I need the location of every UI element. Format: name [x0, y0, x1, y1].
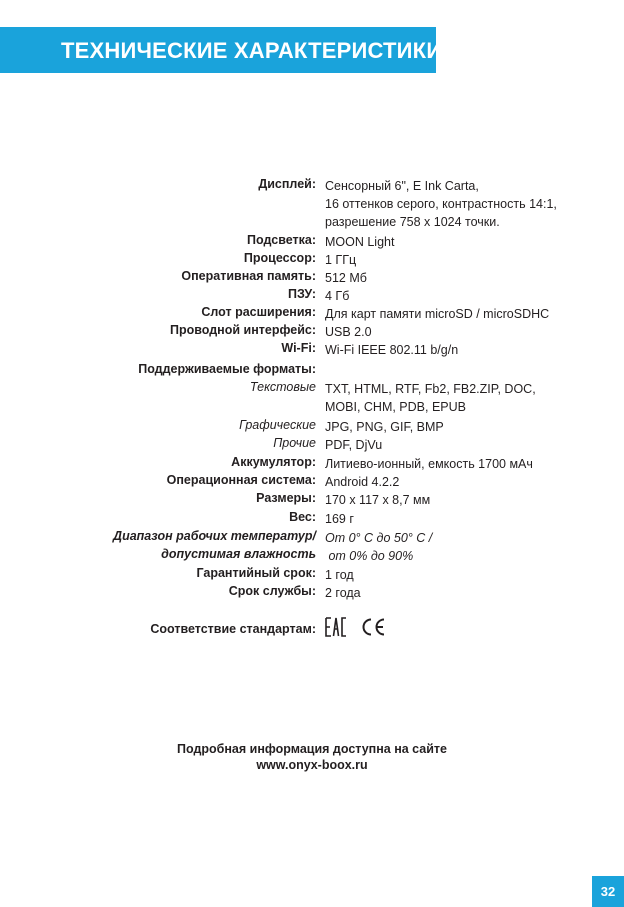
- spec-label: ПЗУ:: [288, 287, 316, 301]
- spec-value-line: 16 оттенков серого, контрастность 14:1,: [325, 197, 557, 211]
- spec-row-slot: [0, 305, 624, 323]
- spec-value-line: Сенсорный 6", E Ink Carta,: [325, 179, 479, 193]
- spec-row-text-formats: [0, 380, 624, 414]
- spec-row-size: [0, 491, 624, 509]
- spec-value: Android 4.2.2: [325, 475, 400, 489]
- spec-value: 1 год: [325, 568, 354, 582]
- spec-value: Wi-Fi IEEE 802.11 b/g/n: [325, 343, 459, 357]
- spec-value-line: TXT, HTML, RTF, Fb2, FB2.ZIP, DOC,: [325, 382, 536, 396]
- spec-value: от 0% до 90%: [325, 549, 414, 563]
- spec-value: Литиево-ионный, емкость 1700 мАч: [325, 457, 533, 471]
- spec-row-graphic-formats: [0, 418, 624, 436]
- page-number: 32: [592, 876, 624, 907]
- spec-label: Аккумулятор:: [231, 455, 316, 469]
- spec-row-rom: [0, 287, 624, 305]
- spec-value: 1 ГГц: [325, 253, 357, 267]
- spec-value: 512 Мб: [325, 271, 367, 285]
- spec-value: JPG, PNG, GIF, BMP: [325, 420, 444, 434]
- page-title: ТЕХНИЧЕСКИЕ ХАРАКТЕРИСТИКИ: [61, 38, 443, 63]
- spec-value: 169 г: [325, 512, 354, 526]
- spec-sublabel: Графические: [239, 418, 316, 432]
- ce-mark-icon: [361, 617, 387, 637]
- spec-label: Гарантийный срок:: [196, 566, 316, 580]
- spec-label: Процессор:: [243, 251, 316, 265]
- spec-row-weight: [0, 510, 624, 528]
- spec-value: Для карт памяти microSD / microSDHC: [325, 307, 550, 321]
- spec-label: Срок службы:: [228, 584, 316, 598]
- spec-label: допустимая влажность: [161, 547, 316, 561]
- spec-label: Слот расширения:: [201, 305, 316, 319]
- spec-label: Wi-Fi:: [281, 341, 316, 355]
- spec-value: 170 x 117 x 8,7 мм: [325, 493, 431, 507]
- spec-label: Диапазон рабочих температур/: [113, 529, 316, 543]
- spec-value: USB 2.0: [325, 325, 372, 339]
- spec-row-cpu: [0, 251, 624, 269]
- spec-sublabel: Текстовые: [249, 380, 316, 394]
- spec-row-standards: [0, 622, 624, 640]
- spec-label: Соответствие стандартам:: [150, 622, 316, 636]
- spec-value: [325, 380, 536, 416]
- spec-row-formats: [0, 362, 624, 380]
- spec-label: Размеры:: [256, 491, 316, 505]
- spec-label: Подсветка:: [247, 233, 316, 247]
- spec-value: PDF, DjVu: [325, 438, 383, 452]
- spec-value: 4 Гб: [325, 289, 350, 303]
- spec-row-humidity: [0, 547, 624, 565]
- footer-website[interactable]: www.onyx-boox.ru: [256, 758, 368, 772]
- spec-row-service-life: [0, 584, 624, 602]
- spec-value: MOON Light: [325, 235, 395, 249]
- spec-row-battery: [0, 455, 624, 473]
- spec-row-temperature: [0, 529, 624, 547]
- spec-row-display: [0, 177, 624, 229]
- spec-row-backlight: [0, 233, 624, 251]
- spec-label: Оперативная память:: [181, 269, 316, 283]
- spec-label: Дисплей:: [258, 177, 316, 191]
- spec-row-wifi: [0, 341, 624, 359]
- eac-mark-icon: [325, 616, 347, 638]
- spec-sublabel: Прочие: [273, 436, 316, 450]
- spec-value-line: разрешение 758 x 1024 точки.: [325, 215, 500, 229]
- spec-label: Проводной интерфейс:: [170, 323, 316, 337]
- spec-row-warranty: [0, 566, 624, 584]
- spec-value-line: MOBI, CHM, PDB, EPUB: [325, 400, 466, 414]
- spec-row-wired: [0, 323, 624, 341]
- footer-info: Подробная информация доступна на сайте: [177, 742, 447, 756]
- spec-value: От 0° С до 50° С /: [325, 531, 433, 545]
- spec-label: Вес:: [289, 510, 316, 524]
- spec-row-os: [0, 473, 624, 491]
- header-band: [0, 27, 443, 73]
- spec-label: Поддерживаемые форматы:: [138, 362, 316, 376]
- spec-row-ram: [0, 269, 624, 287]
- spec-value: [325, 177, 557, 231]
- certification-marks: [325, 615, 387, 639]
- spec-label: Операционная система:: [166, 473, 316, 487]
- spec-row-other-formats: [0, 436, 624, 454]
- spec-value: 2 года: [325, 586, 361, 600]
